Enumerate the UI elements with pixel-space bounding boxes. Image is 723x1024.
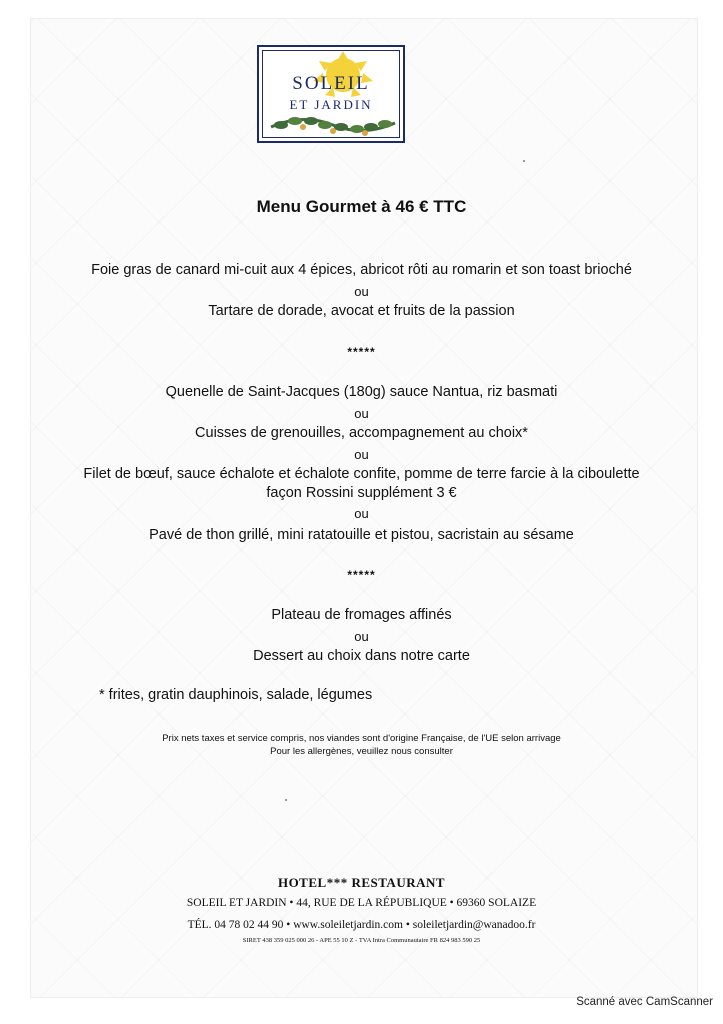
or-separator: ou (354, 629, 369, 644)
garland-icon (271, 117, 395, 136)
or-separator: ou (354, 506, 369, 521)
restaurant-logo (257, 45, 405, 143)
section-separator: ***** (347, 345, 376, 359)
main-2: Cuisses de grenouilles, accompagnement au choix* (195, 425, 528, 441)
scan-speck (523, 160, 525, 162)
scan-speck (285, 799, 287, 801)
logo-subtitle: ET JARDIN (289, 97, 373, 112)
main-1: Quenelle de Saint-Jacques (180g) sauce Nantua, riz basmati (165, 384, 558, 400)
allergen-note: Pour les allergènes, veuillez nous consulter (270, 746, 453, 757)
or-separator: ou (354, 284, 369, 299)
main-3: Filet de bœuf, sauce échalote et échalote confite, pomme de terre farcie à la ciboulette (83, 466, 640, 482)
dessert-1: Plateau de fromages affinés (271, 607, 452, 623)
logo-title: SOLEIL (292, 73, 370, 94)
or-separator: ou (354, 406, 369, 421)
footer-contact: TÉL. 04 78 02 44 90 • www.soleiletjardin.com • soleiletjardin@wanadoo.fr (187, 919, 536, 931)
section-separator: ***** (347, 568, 376, 582)
side-dishes-footnote: * frites, gratin dauphinois, salade, légumes (99, 687, 373, 703)
footer-address: SOLEIL ET JARDIN • 44, RUE DE LA RÉPUBLIQUE • 69360 SOLAIZE (186, 897, 537, 909)
menu-title: Menu Gourmet à 46 € TTC (256, 197, 467, 216)
starter-2: Tartare de dorade, avocat et fruits de la passion (208, 303, 515, 319)
camscanner-watermark: Scanné avec CamScanner (576, 996, 713, 1008)
main-4: Pavé de thon grillé, mini ratatouille et pistou, sacristain au sésame (149, 527, 574, 543)
price-note: Prix nets taxes et service compris, nos viandes sont d'origine Française, de l'UE selon arrivage (162, 733, 561, 744)
main-3-continued: façon Rossini supplément 3 € (266, 485, 457, 501)
dessert-2: Dessert au choix dans notre carte (253, 648, 470, 664)
footer-legal: SIRET 438 359 025 000 26 - APE 55 10 Z - TVA Intra Communautaire FR 824 983 590 25 (242, 937, 481, 944)
or-separator: ou (354, 447, 369, 462)
footer-heading: HOTEL*** RESTAURANT (277, 875, 446, 890)
starter-1: Foie gras de canard mi-cuit aux 4 épices, abricot rôti au romarin et son toast brioché (91, 262, 632, 278)
